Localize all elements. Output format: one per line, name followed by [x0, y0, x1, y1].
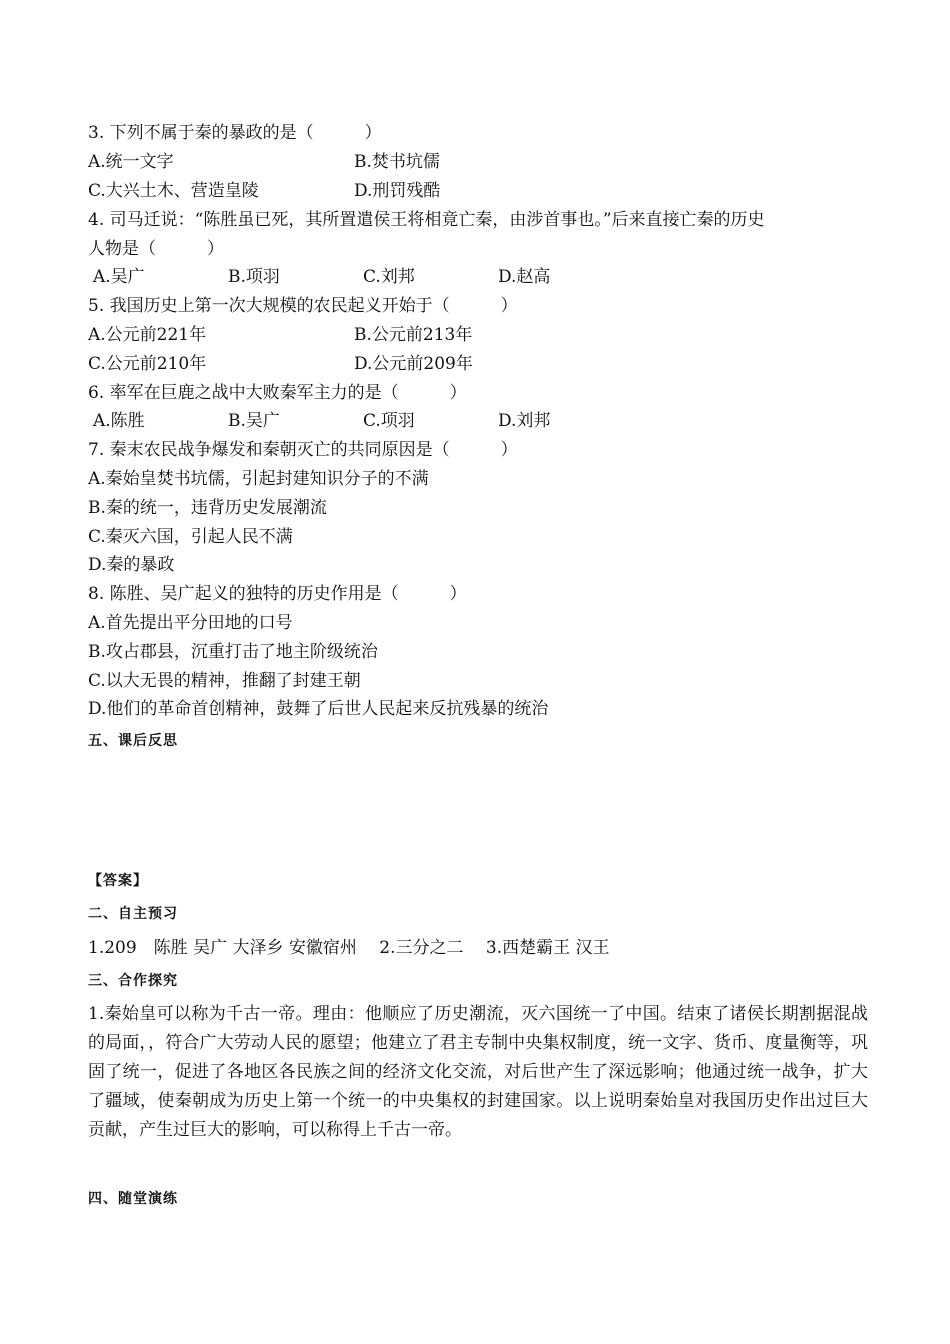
- option-b: B.公元前213年: [354, 325, 473, 345]
- section-heading-practice: 四、随堂演练: [88, 1191, 178, 1207]
- option-a: A.陈胜: [93, 411, 145, 431]
- question-8-option-b: B.攻占郡县，沉重打击了地主阶级统治: [88, 642, 378, 662]
- question-6-stem: 6. 率军在巨鹿之战中大败秦军主力的是（ ）: [88, 383, 467, 403]
- question-7-option-b: B.秦的统一，违背历史发展潮流: [88, 498, 327, 518]
- option-d: D.公元前209年: [354, 354, 473, 374]
- option-d: D.刑罚残酷: [354, 181, 441, 201]
- option-b: B.吴广: [228, 411, 280, 431]
- option-a: A.吴广: [93, 267, 145, 287]
- question-5-stem: 5. 我国历史上第一次大规模的农民起义开始于（ ）: [88, 296, 518, 316]
- option-b: B.焚书坑儒: [354, 152, 440, 172]
- option-d: D.赵高: [498, 267, 551, 287]
- question-4-stem-line-2: 人物是（ ）: [88, 239, 224, 259]
- question-8-stem: 8. 陈胜、吴广起义的独特的历史作用是（ ）: [88, 584, 467, 604]
- question-8-option-d: D.他们的革命首创精神，鼓舞了后世人民起来反抗残暴的统治: [88, 699, 549, 719]
- option-b: B.项羽: [228, 267, 280, 287]
- question-8-option-c: C.以大无畏的精神，推翻了封建王朝: [88, 671, 361, 691]
- section-heading-inquiry: 三、合作探究: [88, 973, 178, 989]
- option-a: A.公元前221年: [88, 325, 207, 345]
- question-8-option-a: A.首先提出平分田地的口号: [88, 613, 293, 633]
- option-d: D.刘邦: [498, 411, 551, 431]
- question-7-option-c: C.秦灭六国，引起人民不满: [88, 527, 293, 547]
- question-7-option-d: D.秦的暴政: [88, 555, 175, 575]
- question-4-stem-line-1: 4. 司马迁说：“陈胜虽已死，其所置遣侯王将相竟亡秦，由涉首事也。”后来直接亡秦的历史: [88, 210, 765, 230]
- question-3-stem: 3. 下列不属于秦的暴政的是（ ）: [88, 123, 382, 143]
- option-a: A.统一文字: [88, 152, 174, 172]
- option-c: C.项羽: [363, 411, 415, 431]
- inquiry-answer: 1.秦始皇可以称为千古一帝。理由：他顺应了历史潮流，灭六国统一了中国。结束了诸侯长期割据混战的局面，，符合广大劳动人民的愿望；他建立了君主专制中央集权制度，统一文字、货币、度量衡等，巩固了统一，促进了各地区各民族之间的经济文化交流，对后世产生了深远影响；他通过统一战争，扩大了疆域，使秦朝成为历史上第一个统一的中央集权的封建国家。以上说明秦始皇对我国历史作出过巨大贡献，产生过巨大的影响，可以称得上千古一帝。: [88, 1004, 868, 1140]
- answers-title: 【答案】: [88, 873, 148, 889]
- question-7-stem: 7. 秦末农民战争爆发和秦朝灭亡的共同原因是（ ）: [88, 440, 518, 460]
- question-7-option-a: A.秦始皇焚书坑儒，引起封建知识分子的不满: [88, 469, 429, 489]
- option-c: C.刘邦: [363, 267, 415, 287]
- preview-answer: 1.209 陈胜 吴广 大泽乡 安徽宿州 2.三分之二 3.西楚霸王 汉王: [88, 938, 610, 958]
- option-c: C.公元前210年: [88, 354, 207, 374]
- section-heading-reflection: 五、课后反思: [88, 733, 178, 749]
- section-heading-preview: 二、自主预习: [88, 906, 178, 922]
- option-c: C.大兴土木、营造皇陵: [88, 181, 259, 201]
